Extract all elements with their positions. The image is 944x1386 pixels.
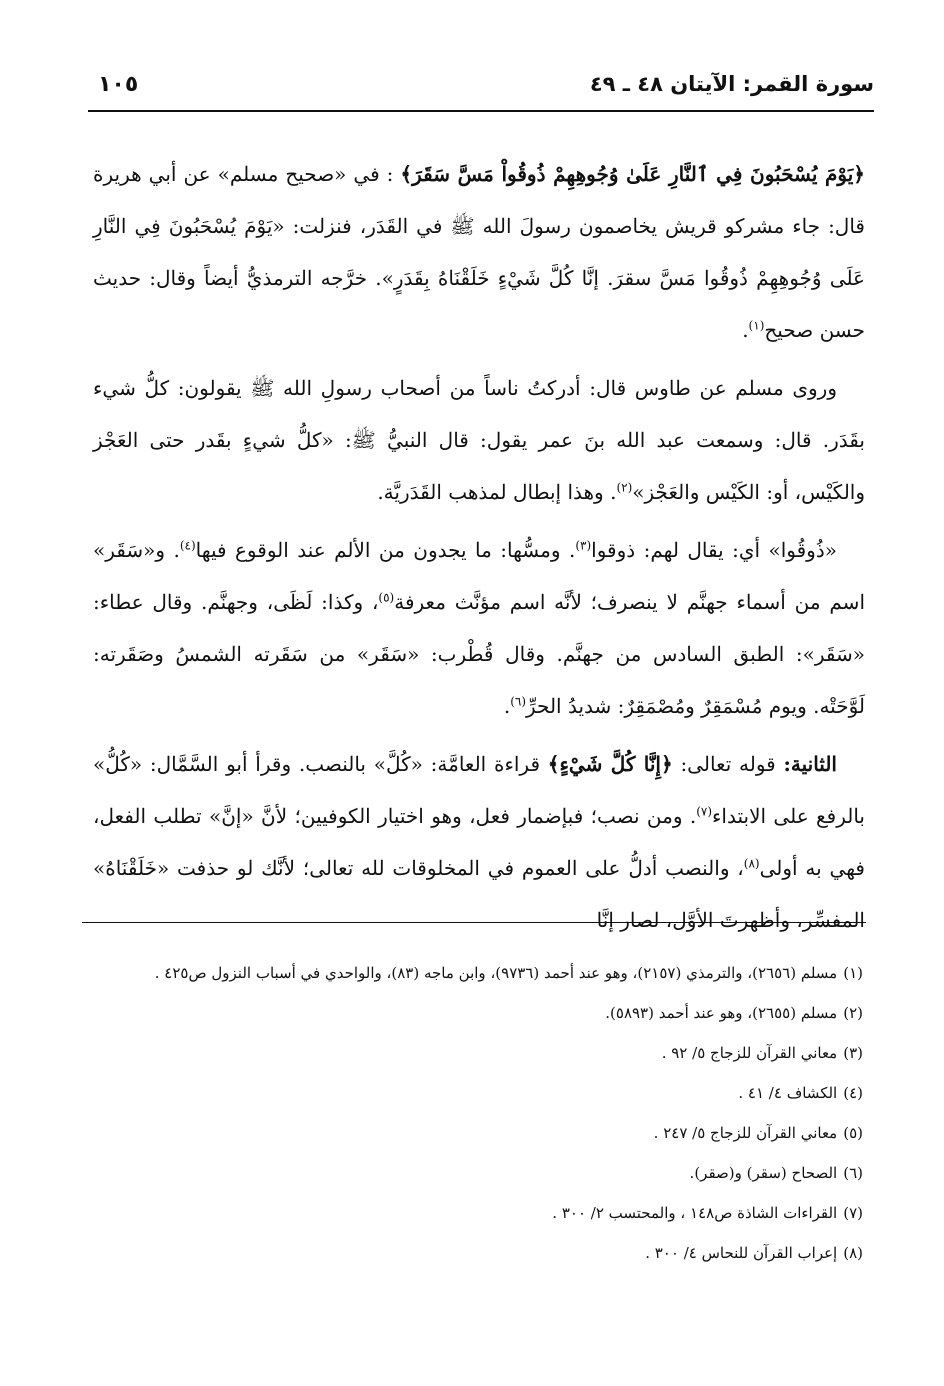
footnote-text: القراءات الشاذة ص١٤٨ ، والمحتسب ٢/ ٣٠٠ . <box>552 1204 838 1222</box>
paragraph-1 <box>93 148 865 356</box>
footnote-number: (٤) <box>843 1084 863 1102</box>
footnote-text: إعراب القرآن للنحاس ٤/ ٣٠٠ . <box>645 1244 838 1262</box>
footnote-number: (٦) <box>843 1164 863 1182</box>
page-header <box>88 60 874 112</box>
footnote-reference: (٥) <box>378 590 395 605</box>
footnote-item <box>90 958 865 988</box>
footnote-number: (٥) <box>843 1124 863 1142</box>
section-lead: الثانية: <box>783 752 837 776</box>
header-rule <box>88 110 874 112</box>
footnote-text: الكشاف ٤/ ٤١ . <box>738 1084 838 1102</box>
footnote-text: مسلم (٢٦٥٦)، والترمذي (٢١٥٧)، وهو عند أحمد (٩٧٣٦)، وابن ماجه (٨٣)، والواحدي في أسباب النزول ص٤٢٥ . <box>154 964 838 982</box>
footnote-reference: (٤) <box>179 538 196 553</box>
footnote-number: (٨) <box>843 1244 863 1262</box>
quran-verse: ﴿يَوْمَ يُسْحَبُونَ فِي ٱلنَّارِ عَلَىٰ وُجُوهِهِمْ ذُوقُواْ مَسَّ سَقَرَ﴾ <box>400 162 866 186</box>
running-title: سورة القمر: الآيتان ٤٨ ـ ٤٩ <box>589 72 874 96</box>
paragraph-text: ، والنصب أدلُّ على العموم في المخلوقات لله تعالى؛ لأنَّك لو حذفت «خَلَقْنَاهُ» المفسِّر، وأظهرتَ الأوَّل، لصار إنَّا <box>93 856 865 932</box>
footnote-item <box>90 1118 865 1148</box>
footnote-separator <box>82 922 866 923</box>
paragraph-text: «ذُوقُوا» أي: يقال لهم: ذوقوا <box>591 538 837 562</box>
paragraph-text: . <box>742 318 749 342</box>
paragraph-text: قوله تعالى: <box>672 752 784 776</box>
page-number: ١٠٥ <box>98 72 139 97</box>
footnote-number: (٣) <box>843 1044 863 1062</box>
paragraph-4 <box>93 738 865 946</box>
footnote-reference: (٣) <box>575 538 592 553</box>
paragraph-text: . <box>503 694 511 718</box>
paragraph-text: : في «صحيح مسلم» عن أبي هريرة قال: جاء مشركو قريش يخاصمون رسولَ الله ﷺ في القَدَر، فنزلت: «يَوْمَ يُسْحَبُونَ فِي النَّارِ عَلَى وُجُوهِهِمْ ذُوقُوا مَسَّ سقرَ. إنَّا كُلَّ شَيْءٍ خَلَقْنَاهُ بِقَدَرٍ». خرَّجه الترمذيُّ أيضاً وقال: حديث حسن صحيح <box>93 162 865 342</box>
footnote-text: مسلم (٢٦٥٥)، وهو عند أحمد (٥٨٩٣). <box>605 1004 838 1022</box>
paragraph-3 <box>93 524 865 732</box>
paragraph-text: ، وكذا: لَظَى، وجهنَّم. وقال عطاء: «سَقَر»: الطبق السادس من جهنَّم. وقال قُطْرب: «سَقَر» من سَقَرته الشمسُ وصَقَرته: لَوَّحَتْه. ويوم مُسْمَقِرٌ ومُصْمَقِرٌ: شديدُ الحرِّ <box>93 590 865 718</box>
paragraph-text: وروى مسلم عن طاوس قال: أدركتُ ناساً من أصحاب رسولِ الله ﷺ يقولون: كلُّ شيء بقَدَر. قال: وسمعت عبد الله بنَ عمر يقول: قال النبيُّ ﷺ: «كلُّ شيءٍ بقَدر حتى العَجْز والكَيْس، أو: الكَيْس والعَجْز» <box>93 376 865 504</box>
paragraph-text: قراءة العامَّة: «كُلَّ» بالنصب. وقرأ أبو السَّمَّال: «كُلُّ» بالرفع على الابتداء <box>93 752 865 828</box>
footnote-reference: (٨) <box>743 856 760 871</box>
footnote-reference: (٧) <box>696 804 713 819</box>
footnote-number: (٧) <box>843 1204 863 1222</box>
footnote-item <box>90 998 865 1028</box>
footnote-item <box>90 1158 865 1188</box>
footnote-text: معاني القرآن للزجاج ٥/ ٩٢ . <box>661 1044 838 1062</box>
footnote-item <box>90 1238 865 1268</box>
footnote-reference: (٦) <box>510 694 527 709</box>
footnote-reference: (١) <box>748 318 765 333</box>
footnote-text: الصحاح (سقر) و(صقر). <box>689 1164 838 1182</box>
paragraph-text: . و«سَقَر» اسم من أسماء جهنَّم لا ينصرف؛ لأنَّه اسم مؤنَّث معرفة <box>93 538 866 614</box>
footnote-number: (١) <box>843 964 863 982</box>
paragraph-text: . ومن نصب؛ فبإضمار فعل، وهو اختيار الكوفيين؛ لأنَّ «إنَّ» تطلب الفعل، فهي به أولى <box>93 804 865 880</box>
footnote-item <box>90 1038 865 1068</box>
paragraph-text: . وهذا إبطال لمذهب القَدَريَّة. <box>377 480 617 504</box>
footnotes <box>90 958 865 1278</box>
quran-verse: ﴿إِنَّا كُلَّ شَيْءٍ﴾ <box>547 752 673 776</box>
main-text <box>93 148 865 952</box>
paragraph-text: . ومسُّها: ما يجدون من الألم عند الوقوع فيها <box>195 538 576 562</box>
footnote-reference: (٢) <box>616 480 633 495</box>
paragraph-2 <box>93 362 865 518</box>
footnote-item <box>90 1078 865 1108</box>
footnote-item <box>90 1198 865 1228</box>
footnote-text: معاني القرآن للزجاج ٥/ ٢٤٧ . <box>653 1124 838 1142</box>
footnote-number: (٢) <box>843 1004 863 1022</box>
